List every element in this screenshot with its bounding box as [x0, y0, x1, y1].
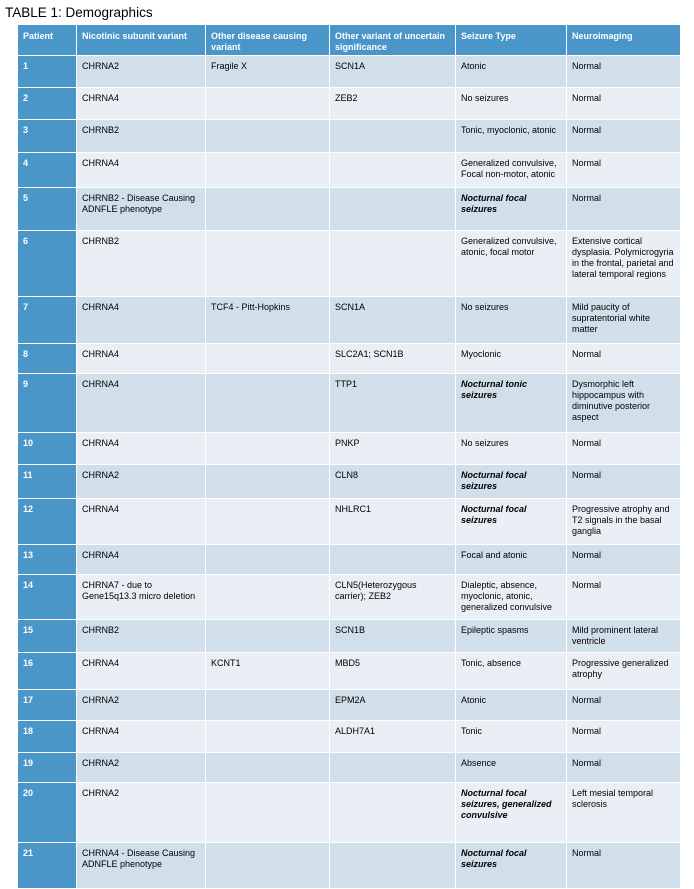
cell-nicotinic-variant: [77, 374, 206, 433]
cell-other-disease-variant: [206, 843, 330, 889]
cell-patient: [18, 575, 77, 620]
cell-nicotinic-variant: [77, 231, 206, 297]
cell-patient-text: 20: [23, 788, 34, 798]
cell-seizure-type-text: Dialeptic, absence, myoclonic, atonic, generalized convulsive: [461, 580, 553, 612]
cell-seizure-type: [456, 545, 567, 575]
cell-other-disease-variant: [206, 653, 330, 690]
cell-uncertain-variant-text: TTP1: [335, 379, 358, 389]
cell-seizure-type-text: Atonic: [461, 61, 487, 71]
cell-nicotinic-variant: [77, 499, 206, 545]
cell-nicotinic-variant-text: CHRNA4: [82, 658, 120, 668]
cell-neuroimaging: [567, 56, 681, 88]
cell-neuroimaging-text: Normal: [572, 93, 602, 103]
cell-uncertain-variant: [330, 843, 456, 889]
cell-patient-text: 14: [23, 580, 34, 590]
cell-uncertain-variant-text: CLN8: [335, 470, 359, 480]
cell-nicotinic-variant-text: CHRNA4: [82, 93, 120, 103]
table-row: [18, 344, 681, 374]
cell-nicotinic-variant: [77, 120, 206, 153]
cell-other-disease-variant: [206, 56, 330, 88]
cell-patient: [18, 783, 77, 843]
cell-patient: [18, 374, 77, 433]
cell-nicotinic-variant: [77, 433, 206, 465]
cell-nicotinic-variant: [77, 344, 206, 374]
cell-nicotinic-variant: [77, 653, 206, 690]
cell-uncertain-variant-text: MBD5: [335, 658, 361, 668]
cell-other-disease-variant: [206, 545, 330, 575]
cell-neuroimaging: [567, 499, 681, 545]
cell-other-disease-variant: [206, 120, 330, 153]
cell-seizure-type: [456, 374, 567, 433]
cell-nicotinic-variant-text: CHRNA2: [82, 695, 120, 705]
cell-patient: [18, 545, 77, 575]
cell-uncertain-variant: [330, 374, 456, 433]
cell-patient: [18, 153, 77, 188]
cell-neuroimaging-text: Normal: [572, 580, 602, 590]
cell-seizure-type: [456, 465, 567, 499]
cell-seizure-type: [456, 120, 567, 153]
cell-nicotinic-variant-text: CHRNA4: [82, 379, 120, 389]
cell-patient: [18, 465, 77, 499]
cell-neuroimaging-text: Normal: [572, 848, 602, 858]
cell-seizure-type: [456, 433, 567, 465]
cell-neuroimaging: [567, 297, 681, 344]
cell-nicotinic-variant: [77, 465, 206, 499]
header-other-disease-causing-variant: Other disease causing variant: [206, 25, 330, 56]
cell-seizure-type-text: No seizures: [461, 302, 509, 312]
table-row: [18, 753, 681, 783]
cell-seizure-type: [456, 153, 567, 188]
cell-nicotinic-variant: [77, 56, 206, 88]
cell-patient-text: 8: [23, 349, 29, 359]
cell-patient-text: 3: [23, 125, 29, 135]
table-row: [18, 153, 681, 188]
header-other-variant-uncertain-significance: Other variant of uncertain significance: [330, 25, 456, 56]
cell-seizure-type: [456, 499, 567, 545]
cell-seizure-type: [456, 56, 567, 88]
table-header-row: [18, 25, 681, 56]
table-row: [18, 56, 681, 88]
cell-nicotinic-variant: [77, 783, 206, 843]
cell-uncertain-variant: [330, 120, 456, 153]
table-row: [18, 231, 681, 297]
cell-seizure-type-text: Absence: [461, 758, 497, 768]
cell-nicotinic-variant-text: CHRNA4: [82, 438, 120, 448]
table-row: [18, 433, 681, 465]
cell-uncertain-variant-text: SCN1A: [335, 61, 366, 71]
cell-seizure-type-text: Focal and atonic: [461, 550, 528, 560]
cell-other-disease-variant: [206, 499, 330, 545]
cell-patient-text: 4: [23, 158, 29, 168]
cell-seizure-type: [456, 690, 567, 721]
table-row: [18, 690, 681, 721]
cell-nicotinic-variant-text: CHRNB2 - Disease Causing ADNFLE phenotype: [82, 193, 196, 214]
cell-neuroimaging: [567, 653, 681, 690]
cell-seizure-type-text: Generalized convulsive, atonic, focal motor: [461, 236, 557, 257]
cell-patient: [18, 188, 77, 231]
table-row: [18, 297, 681, 344]
cell-neuroimaging-text: Normal: [572, 158, 602, 168]
cell-seizure-type-text: Epileptic spasms: [461, 625, 529, 635]
header-patient: Patient: [18, 25, 77, 56]
cell-patient: [18, 231, 77, 297]
cell-uncertain-variant-text: ALDH7A1: [335, 726, 376, 736]
cell-uncertain-variant: [330, 153, 456, 188]
cell-patient: [18, 843, 77, 889]
cell-seizure-type-text: Nocturnal tonic seizures: [461, 379, 528, 400]
cell-nicotinic-variant: [77, 88, 206, 120]
cell-uncertain-variant: [330, 56, 456, 88]
cell-patient-text: 19: [23, 758, 34, 768]
cell-seizure-type-text: Nocturnal focal seizures: [461, 504, 527, 525]
cell-nicotinic-variant-text: CHRNA2: [82, 758, 120, 768]
cell-nicotinic-variant-text: CHRNA2: [82, 788, 120, 798]
table-body: [18, 56, 681, 889]
cell-seizure-type: [456, 843, 567, 889]
cell-other-disease-variant: [206, 433, 330, 465]
cell-nicotinic-variant: [77, 620, 206, 653]
header-neuroimaging: Neuroimaging: [567, 25, 681, 56]
cell-patient-text: 18: [23, 726, 34, 736]
cell-nicotinic-variant: [77, 843, 206, 889]
cell-uncertain-variant-text: SCN1A: [335, 302, 366, 312]
cell-uncertain-variant: [330, 433, 456, 465]
cell-uncertain-variant: [330, 575, 456, 620]
cell-neuroimaging: [567, 465, 681, 499]
cell-patient-text: 6: [23, 236, 29, 246]
cell-neuroimaging: [567, 231, 681, 297]
cell-patient-text: 13: [23, 550, 34, 560]
cell-neuroimaging-text: Progressive atrophy and T2 signals in the basal ganglia: [572, 504, 670, 536]
table-row: [18, 620, 681, 653]
cell-other-disease-variant: [206, 188, 330, 231]
cell-patient: [18, 620, 77, 653]
cell-other-disease-variant: [206, 231, 330, 297]
cell-neuroimaging: [567, 783, 681, 843]
cell-seizure-type-text: Generalized convulsive, Focal non-motor, atonic: [461, 158, 557, 179]
cell-nicotinic-variant-text: CHRNB2: [82, 236, 120, 246]
table-row: [18, 843, 681, 889]
cell-seizure-type: [456, 344, 567, 374]
cell-nicotinic-variant: [77, 721, 206, 753]
cell-nicotinic-variant: [77, 690, 206, 721]
cell-uncertain-variant-text: PNKP: [335, 438, 360, 448]
cell-other-disease-variant: [206, 690, 330, 721]
cell-other-disease-variant: [206, 783, 330, 843]
table-row: [18, 120, 681, 153]
cell-seizure-type: [456, 653, 567, 690]
cell-neuroimaging-text: Normal: [572, 349, 602, 359]
cell-other-disease-variant: [206, 465, 330, 499]
cell-other-disease-variant: [206, 575, 330, 620]
cell-patient-text: 17: [23, 695, 34, 705]
cell-seizure-type-text: Tonic, absence: [461, 658, 522, 668]
cell-seizure-type-text: Tonic: [461, 726, 483, 736]
cell-seizure-type: [456, 575, 567, 620]
cell-seizure-type: [456, 188, 567, 231]
cell-uncertain-variant: [330, 545, 456, 575]
cell-patient-text: 10: [23, 438, 34, 448]
cell-neuroimaging-text: Extensive cortical dysplasia. Polymicrogyria in the frontal, parietal and lateral temporal regions: [572, 236, 674, 279]
cell-neuroimaging-text: Normal: [572, 550, 602, 560]
cell-neuroimaging: [567, 120, 681, 153]
cell-patient: [18, 721, 77, 753]
cell-uncertain-variant: [330, 653, 456, 690]
cell-patient-text: 11: [23, 470, 33, 480]
cell-seizure-type-text: No seizures: [461, 93, 509, 103]
cell-seizure-type: [456, 297, 567, 344]
table-row: [18, 575, 681, 620]
cell-other-disease-variant: [206, 753, 330, 783]
cell-other-disease-variant: [206, 344, 330, 374]
cell-uncertain-variant-text: ZEB2: [335, 93, 358, 103]
cell-neuroimaging-text: Dysmorphic left hippocampus with diminutive posterior aspect: [572, 379, 651, 422]
cell-patient: [18, 297, 77, 344]
table-caption: TABLE 1: Demographics: [5, 5, 153, 20]
cell-neuroimaging: [567, 188, 681, 231]
cell-neuroimaging-text: Normal: [572, 726, 602, 736]
cell-neuroimaging: [567, 575, 681, 620]
cell-seizure-type: [456, 620, 567, 653]
cell-neuroimaging-text: Left mesial temporal sclerosis: [572, 788, 654, 809]
cell-patient: [18, 88, 77, 120]
cell-other-disease-variant: [206, 153, 330, 188]
table-row: [18, 374, 681, 433]
cell-patient: [18, 56, 77, 88]
cell-neuroimaging-text: Normal: [572, 193, 602, 203]
cell-neuroimaging: [567, 753, 681, 783]
cell-seizure-type-text: Nocturnal focal seizures: [461, 193, 527, 214]
cell-uncertain-variant-text: SCN1B: [335, 625, 366, 635]
cell-other-disease-variant: [206, 620, 330, 653]
cell-patient-text: 9: [23, 379, 29, 389]
demographics-table: [17, 24, 681, 889]
cell-uncertain-variant-text: CLN5(Heterozygous carrier); ZEB2: [335, 580, 417, 601]
table-row: [18, 465, 681, 499]
cell-uncertain-variant-text: EPM2A: [335, 695, 366, 705]
cell-uncertain-variant: [330, 297, 456, 344]
cell-nicotinic-variant-text: CHRNA2: [82, 470, 120, 480]
cell-patient-text: 1: [23, 61, 29, 71]
cell-uncertain-variant: [330, 783, 456, 843]
table-row: [18, 545, 681, 575]
cell-patient-text: 15: [23, 625, 34, 635]
cell-neuroimaging: [567, 620, 681, 653]
cell-patient-text: 16: [23, 658, 34, 668]
cell-nicotinic-variant: [77, 153, 206, 188]
cell-neuroimaging: [567, 690, 681, 721]
cell-uncertain-variant: [330, 465, 456, 499]
cell-patient: [18, 690, 77, 721]
cell-nicotinic-variant-text: CHRNA2: [82, 61, 120, 71]
cell-nicotinic-variant-text: CHRNB2: [82, 125, 120, 135]
cell-neuroimaging-text: Normal: [572, 470, 602, 480]
cell-nicotinic-variant: [77, 188, 206, 231]
cell-other-disease-variant-text: Fragile X: [211, 61, 248, 71]
cell-nicotinic-variant-text: CHRNA4: [82, 504, 120, 514]
cell-nicotinic-variant-text: CHRNA4: [82, 726, 120, 736]
cell-seizure-type-text: Myoclonic: [461, 349, 502, 359]
cell-neuroimaging: [567, 374, 681, 433]
cell-uncertain-variant: [330, 499, 456, 545]
cell-patient: [18, 120, 77, 153]
cell-seizure-type-text: Nocturnal focal seizures: [461, 848, 527, 869]
cell-nicotinic-variant: [77, 575, 206, 620]
cell-patient: [18, 433, 77, 465]
cell-patient: [18, 344, 77, 374]
cell-other-disease-variant: [206, 721, 330, 753]
cell-patient-text: 2: [23, 93, 29, 103]
cell-other-disease-variant-text: KCNT1: [211, 658, 241, 668]
cell-uncertain-variant: [330, 231, 456, 297]
table-row: [18, 188, 681, 231]
cell-other-disease-variant: [206, 297, 330, 344]
cell-neuroimaging-text: Normal: [572, 695, 602, 705]
cell-nicotinic-variant-text: CHRNA4: [82, 302, 120, 312]
header-seizure-type: Seizure Type: [456, 25, 567, 56]
header-nicotinic-subunit-variant: Nicotinic subunit variant: [77, 25, 206, 56]
cell-seizure-type-text: Nocturnal focal seizures: [461, 470, 527, 491]
cell-nicotinic-variant-text: CHRNA7 - due to Gene15q13.3 micro deletion: [82, 580, 196, 601]
cell-seizure-type-text: Tonic, myoclonic, atonic: [461, 125, 557, 135]
cell-nicotinic-variant: [77, 297, 206, 344]
cell-neuroimaging-text: Mild paucity of supratentorial white matter: [572, 302, 651, 334]
cell-seizure-type: [456, 753, 567, 783]
cell-patient-text: 21: [23, 848, 34, 858]
cell-neuroimaging: [567, 433, 681, 465]
cell-seizure-type-text: No seizures: [461, 438, 509, 448]
cell-neuroimaging: [567, 721, 681, 753]
cell-nicotinic-variant-text: CHRNA4: [82, 158, 120, 168]
cell-uncertain-variant-text: SLC2A1; SCN1B: [335, 349, 404, 359]
cell-patient: [18, 499, 77, 545]
cell-neuroimaging: [567, 344, 681, 374]
cell-neuroimaging-text: Normal: [572, 438, 602, 448]
table-row: [18, 499, 681, 545]
cell-nicotinic-variant-text: CHRNB2: [82, 625, 120, 635]
cell-seizure-type-text: Nocturnal focal seizures, generalized convulsive: [461, 788, 552, 820]
cell-uncertain-variant: [330, 88, 456, 120]
cell-seizure-type: [456, 88, 567, 120]
table-row: [18, 721, 681, 753]
cell-nicotinic-variant-text: CHRNA4: [82, 550, 120, 560]
cell-neuroimaging: [567, 545, 681, 575]
cell-patient-text: 12: [23, 504, 34, 514]
cell-nicotinic-variant-text: CHRNA4 - Disease Causing ADNFLE phenotype: [82, 848, 196, 869]
cell-other-disease-variant-text: TCF4 - Pitt-Hopkins: [211, 302, 291, 312]
cell-nicotinic-variant: [77, 753, 206, 783]
table-row: [18, 783, 681, 843]
cell-other-disease-variant: [206, 88, 330, 120]
cell-seizure-type: [456, 721, 567, 753]
cell-neuroimaging-text: Normal: [572, 758, 602, 768]
cell-neuroimaging-text: Normal: [572, 125, 602, 135]
cell-other-disease-variant: [206, 374, 330, 433]
cell-uncertain-variant: [330, 344, 456, 374]
cell-neuroimaging: [567, 153, 681, 188]
table-row: [18, 88, 681, 120]
cell-uncertain-variant: [330, 753, 456, 783]
cell-uncertain-variant-text: NHLRC1: [335, 504, 372, 514]
cell-seizure-type: [456, 783, 567, 843]
cell-patient-text: 5: [23, 193, 29, 203]
cell-neuroimaging-text: Normal: [572, 61, 602, 71]
cell-neuroimaging: [567, 88, 681, 120]
cell-seizure-type: [456, 231, 567, 297]
cell-neuroimaging-text: Mild prominent lateral ventricle: [572, 625, 659, 646]
cell-uncertain-variant: [330, 721, 456, 753]
cell-neuroimaging: [567, 843, 681, 889]
cell-uncertain-variant: [330, 188, 456, 231]
cell-nicotinic-variant: [77, 545, 206, 575]
cell-nicotinic-variant-text: CHRNA4: [82, 349, 120, 359]
cell-neuroimaging-text: Progressive generalized atrophy: [572, 658, 669, 679]
cell-seizure-type-text: Atonic: [461, 695, 487, 705]
cell-patient: [18, 653, 77, 690]
cell-uncertain-variant: [330, 620, 456, 653]
cell-patient: [18, 753, 77, 783]
cell-patient-text: 7: [23, 302, 29, 312]
table-row: [18, 653, 681, 690]
cell-uncertain-variant: [330, 690, 456, 721]
